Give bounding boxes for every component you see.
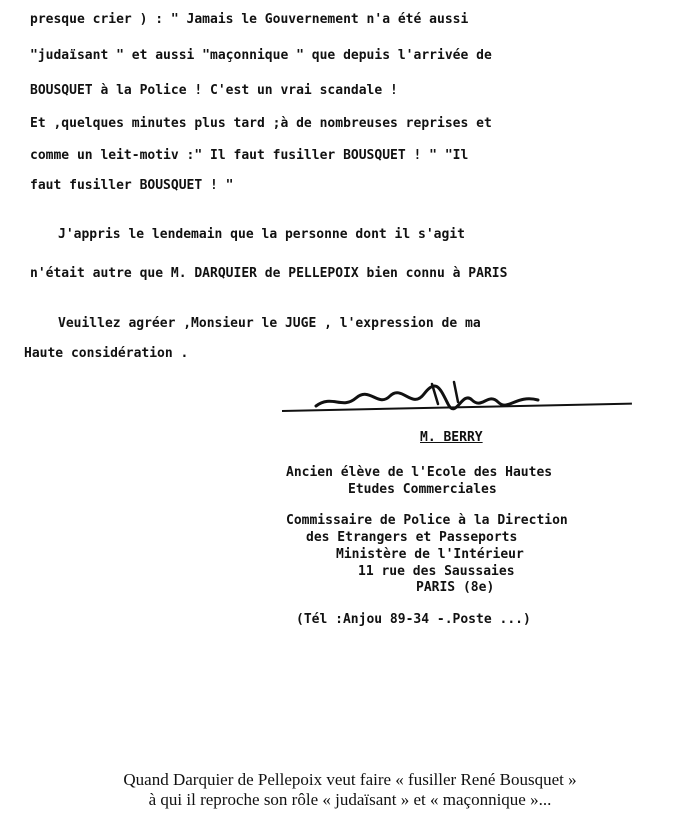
address-line-7: PARIS (8e) bbox=[416, 580, 495, 595]
letter-line-9: Veuillez agréer ,Monsieur le JUGE , l'expression de ma bbox=[58, 316, 481, 331]
address-line-4: des Etrangers et Passeports bbox=[306, 530, 518, 545]
address-line-3: Commissaire de Police à la Direction bbox=[286, 513, 568, 528]
letter-line-2: "judaïsant " et aussi "maçonnique " que depuis l'arrivée de bbox=[30, 48, 492, 63]
letter-line-1: presque crier ) : " Jamais le Gouvernement n'a été aussi bbox=[30, 12, 469, 27]
signatory-name: M. BERRY bbox=[420, 430, 483, 445]
letter-line-5: comme un leit-motiv :" Il faut fusiller BOUSQUET ! " "Il bbox=[30, 148, 469, 163]
address-line-8: (Tél :Anjou 89-34 -.Poste ...) bbox=[296, 612, 531, 627]
address-line-6: 11 rue des Saussaies bbox=[358, 564, 515, 579]
letter-line-7: J'appris le lendemain que la personne dont il s'agit bbox=[58, 227, 465, 242]
address-line-1: Ancien élève de l'Ecole des Hautes bbox=[286, 465, 553, 480]
letter-line-3: BOUSQUET à la Police ! C'est un vrai scandale ! bbox=[30, 83, 398, 98]
letter-line-10: Haute considération . bbox=[24, 346, 189, 361]
letter-line-4: Et ,quelques minutes plus tard ;à de nombreuses reprises et bbox=[30, 116, 492, 131]
letter-line-6: faut fusiller BOUSQUET ! " bbox=[30, 178, 234, 193]
caption-line-2: à qui il reproche son rôle « judaïsant » et « maçonnique »... bbox=[148, 790, 552, 809]
address-line-2: Etudes Commerciales bbox=[348, 482, 497, 497]
caption-line-1: Quand Darquier de Pellepoix veut faire « fusiller René Bousquet » bbox=[123, 770, 577, 789]
letter-line-8: n'était autre que M. DARQUIER de PELLEPOIX bien connu à PARIS bbox=[30, 266, 508, 281]
address-line-5: Ministère de l'Intérieur bbox=[336, 547, 524, 562]
